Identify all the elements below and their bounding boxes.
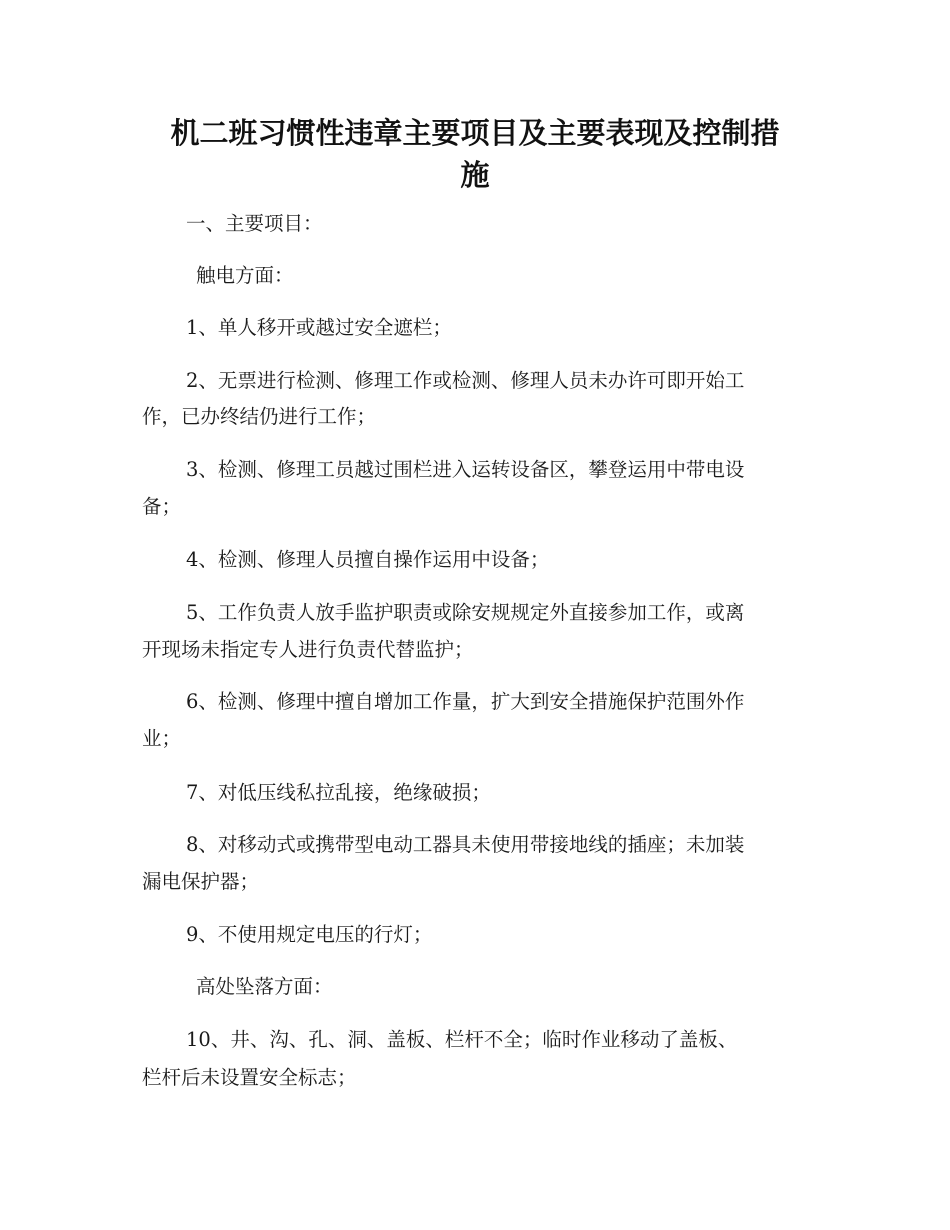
section-heading: 一、主要项目： <box>186 212 323 235</box>
item-1: 1、单人移开或越过安全遮栏； <box>186 316 452 339</box>
document-title-line-2: 施 <box>460 158 490 192</box>
subheading-fall: 高处坠落方面： <box>196 975 333 998</box>
item-6-line-1: 6、检测、修理中擅自增加工作量，扩大到安全措施保护范围外作 <box>186 690 745 713</box>
item-9: 9、不使用规定电压的行灯； <box>186 923 433 946</box>
item-5-line-2: 开现场未指定专人进行负责代替监护； <box>142 638 474 661</box>
item-8-line-1: 8、对移动式或携带型电动工器具未使用带接地线的插座；未加装 <box>186 833 745 856</box>
item-7: 7、对低压线私拉乱接，绝缘破损； <box>186 781 491 804</box>
item-3-line-2: 备； <box>142 495 182 518</box>
item-4: 4、检测、修理人员擅自操作运用中设备； <box>186 548 550 571</box>
subheading-electric: 触电方面： <box>196 264 294 287</box>
item-2-line-2: 作，已办终结仍进行工作； <box>142 405 377 428</box>
item-5-line-1: 5、工作负责人放手监护职责或除安规规定外直接参加工作，或离 <box>186 601 745 624</box>
item-3-line-1: 3、检测、修理工员越过围栏进入运转设备区，攀登运用中带电设 <box>186 458 745 481</box>
item-8-line-2: 漏电保护器； <box>142 870 260 893</box>
item-6-line-2: 业； <box>142 727 182 750</box>
item-2-line-1: 2、无票进行检测、修理工作或检测、修理人员未办许可即开始工 <box>186 369 745 392</box>
document-title-line-1: 机二班习惯性违章主要项目及主要表现及控制措 <box>170 116 780 150</box>
item-10-line-1: 10、井、沟、孔、洞、盖板、栏杆不全；临时作业移动了盖板、 <box>186 1028 738 1051</box>
item-10-line-2: 栏杆后未设置安全标志； <box>142 1066 357 1089</box>
